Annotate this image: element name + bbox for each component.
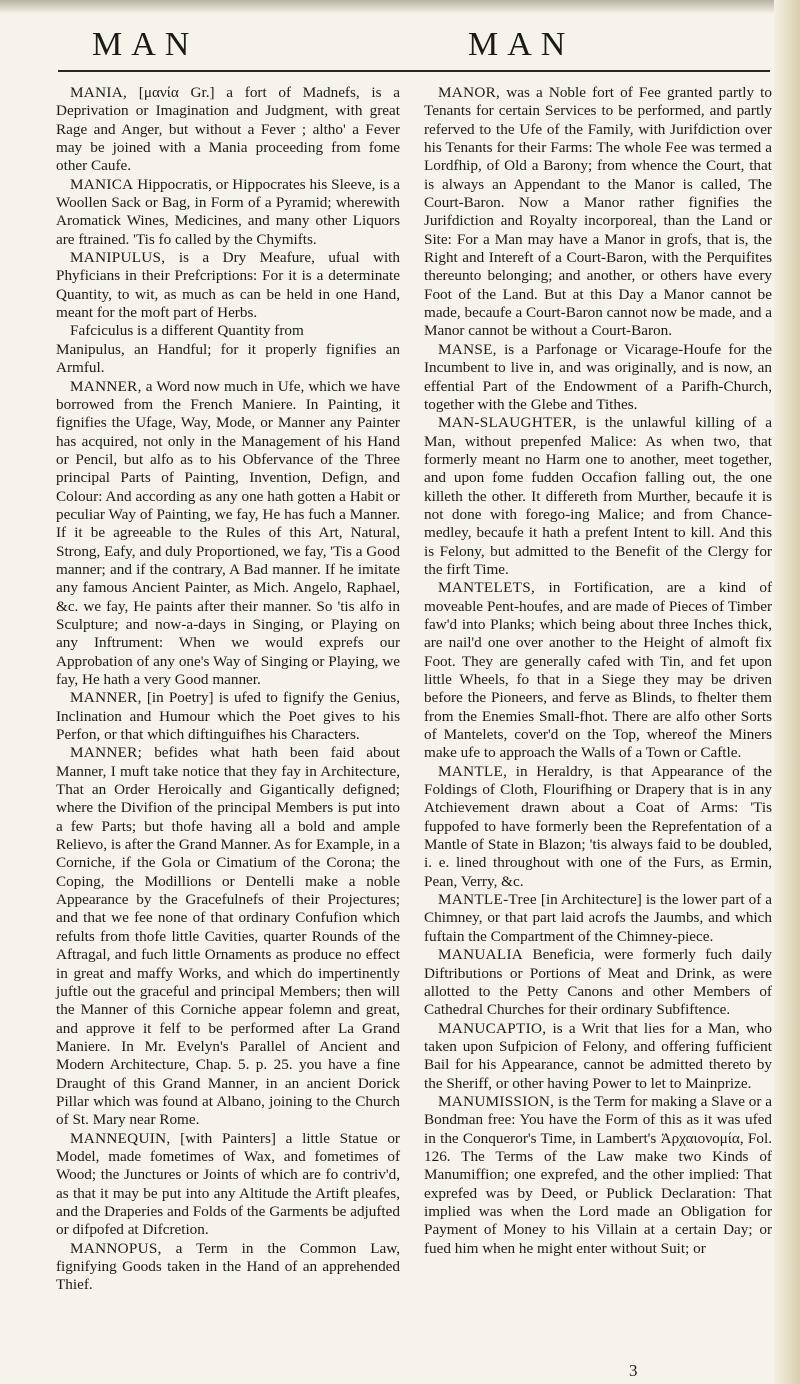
entry-text: in Fortification, are a kind of moveable Pent-houfes, and are made of Pieces of Timber faw'd into Planks; which being about three Inches thick, are nail'd one over another to the Height of almoft fix Foot. They are generally cafed with Tin, and fet upon little Wheels, fo that in a Siege they may be driven before the Pioneers, and ferve as Blinds, to fhelter them from the Enemies Small-fhot. There are alfo other Sorts of Mantelets, cover'd on the Top, whereof the Miners make ufe to approach the Walls of a Town or Caftle. [424,579,772,762]
signature-mark: 3 [629,1361,638,1380]
entry-text: [with Painters] a little Statue or Model, made fometimes of Wax, and fometimes of Wood; the Junctures or Joints of which are fo contriv'd, as that it may be put into any Altitude the Artift pleafes, and the Draperies and Folds of the Garments be adjufted or difpofed at Difcretion. [56,1129,400,1239]
entry-text: Fafciculus is a different Quantity from [70,322,304,340]
running-head-left: MAN [92,26,199,63]
entry-manse [424,341,772,414]
entry-head: MANIA, [70,84,128,101]
entry-text: Beneficia, were formerly fuch daily Diftributions or Portions of Meat and Drink, as were allotted to the Petty Canons and other Members of Cathedral Churches for their ordinary Subfiftence. [424,946,772,1019]
entry-mania [56,84,400,176]
page-top-shadow [0,0,800,14]
entry-head: MAN-SLAUGHTER, [438,414,577,432]
entry-head: MANNER; [70,744,143,762]
entry-head: MANTLE, [438,762,508,780]
page-edge-shadow [774,0,800,1384]
entry-mantle-tree [424,891,772,946]
entry-text: a Word now much in Ufe, which we have borrowed from the French Maniere. In Painting, it fignifies the Ufage, Way, Mode, or Manner any Painter has acquired, not only in the Management of his Hand or Pencil, but alfo as to his Obfervance of the Three principal Parts of Painting, Invention, Defign, and Colour: And according as any one hath gotten a Habit or peculiar Way of Painting, we fay, He has fuch a Manner. If it be agreeable to the Rules of this Art, Natural, Strong, Eafy, and duly Proportioned, we fay, 'Tis a Good manner; and if the contrary, A Bad manner. If he imitate any famous Ancient Painter, as Mich. Angelo, Raphael, &c. we fay, He paints after their manner. So 'tis alfo in Sculpture; and now-a-days in Singing, or Playing on any Inftrument: When we would exprefs our Approbation of any one's Way of Singing or Playing, we fay, He hath a very Good manner. [56,377,400,688]
entry-mantle [424,763,772,891]
entry-head: MANUALIA [438,946,524,964]
entry-text: was a Noble fort of Fee granted partly to Tenants for certain Services to be performed, and partly referved to the Ufe of the Family, with Jurifdiction over his Tenants for their Farms: The whole Fee was termed a Lordfhip, of Old a Barony; from whence the Court, that is always an Appendant to the Manor is called, The Court-Baron. Now a Manor rather fignifies the Jurifdiction and Royalty incorporeal, than the Land or Site: For a Man may have a Manor in grofs, that is, the Right and Intereft of a Court-Baron, with the Perquifites thereunto belonging; and another, or others have every Foot of the Land. But at this Day a Manor cannot be made, becaufe a Court-Baron cannot now be made, and a Manor cannot be without a Court-Baron. [424,84,772,340]
entry-fasciculus-cont [56,341,400,378]
entry-man-slaughter [424,414,772,579]
entry-manipulus [56,249,400,322]
entry-text: is a Parfonage or Vicarage-Houfe for the Incumbent to live in, and was originally, and is now, an effential Part of the Endowment of a Parifh-Church, together with the Glebe and Tithes. [424,340,772,413]
entry-text: [in Poetry] is ufed to fignify the Genius, Inclination and Humour which the Poet gives to his Perfon, or that which diftinguifhes his Characters. [56,689,400,744]
entry-manner-painting [56,378,400,690]
entry-manica [56,176,400,249]
entry-manor [424,84,772,341]
entry-text: Hippocratis, or Hippocrates his Sleeve, is a Woollen Sack or Bag, in Form of a Pyramid; wherewith Aromatick Wines, Medicines, and many other Liquors are ftrained. 'Tis fo called by the Chymifts. [56,175,400,248]
entry-text: in Heraldry, is that Appearance of the Foldings of Cloth, Flourifhing or Drapery that is in any Atchievement drawn about a Coat of Arms: 'Tis fuppofed to have formerly been the Reprefentation of a Mantle of State in Blazon; 'tis always faid to be doubled, i. e. lined throughout with one of the Furs, as Ermin, Pean, Verry, &c. [424,762,772,890]
entry-head: MANNER, [70,377,142,395]
entry-manner-architecture [56,744,400,1129]
entry-head: MANTELETS, [438,579,536,597]
entry-mannequin [56,1130,400,1240]
entry-text: is a Writ that lies for a Man, who taken upon Sufpicion of Felony, and offering fufficient Bail for his Appearance, cannot be admitted thereto by the Sheriff, or other having Power to let to Mainprize. [424,1019,772,1092]
entry-head: MANNOPUS, [70,1239,162,1257]
entry-text: Manipulus, an Handful; for it properly fignifies an Armful. [56,340,400,377]
entry-mannopus [56,1240,400,1295]
entry-text: is a Dry Meafure, ufual with Phyficians in their Prefcriptions: For it is a determinate Quantity, to wit, as much as can be held in one Hand, meant for the moft part of Herbs. [56,249,400,322]
entry-head: MANUMISSION, [438,1092,555,1110]
right-column [424,84,772,1258]
entry-head: MANOR, [438,84,501,101]
entry-fasciculus [56,322,400,340]
entry-text: is the unlawful killing of a Man, without prepenfed Malice: As when two, that formerly meant no Harm one to another, meet together, and upon fome fudden Occafion falling out, the one killeth the other. It differeth from Murther, becaufe it is not done with forego-ing Malice; and from Chance-medley, becaufe it hath a prefent Intent to kill. And this is Felony, but admitted to the Benefit of the Clergy for the firft Time. [424,414,772,578]
entry-text: [μανία Gr.] a fort of Madnefs, is a Deprivation or Imagination and Judgment, with great Rage and Anger, but without a Fever ; altho' a Fever may be joined with a Mania proceeding from fome other Caufe. [56,84,400,175]
entry-head: MANIPULUS, [70,249,166,267]
entry-head: MANSE, [438,340,497,358]
entry-head: MANTLE-Tree [438,891,537,909]
entry-text: a Term in the Common Law, fignifying Goods taken in the Hand of an apprehended Thief. [56,1239,400,1294]
entry-text: [in Architecture] is the lower part of a Chimney, or that part laid acrofs the Jaumbs, and which fuftain the Compartment of the Chimney-piece. [424,891,772,945]
entry-manumission [424,1093,772,1258]
header-rule [58,70,770,72]
entry-head: MANNER, [70,689,142,707]
running-head-right: MAN [468,26,575,63]
entry-text: is the Term for making a Slave or a Bondman free: You have the Form of this as it was ufed in the Conqueror's Time, in Lambert's Ἀρχαιονομία, Fol. 126. The Terms of the Law make two Kinds of Manumiffion; one exprefed, and the other implied: That exprefed was by Deed, or Publick Declaration: That implied was when the Lord made an Obligation for Payment of Money to his Villain at a certain Day; or fued him when he might enter without Suit; [424,1092,772,1257]
entry-text: befides what hath been faid about Manner, I muft take notice that they fay in Architecture, That an Order Heroically and Gigantically defigned; where the Divifion of the principal Members is put into a few Parts; but thofe having all a bold and ample Relievo, is after the Grand Manner. As for Example, in a Corniche, if the Gola or Cimatium of the Corona; the Coping, the Modillions or Dentelli make a noble Appearance by the Gracefulnefs of their Projectures; and that we fee none of that ordinary Confufion which refults from thofe little Cavities, quarter Rounds of the Aftragal, and fuch little Ornaments as produce no effect in great and maffy Works, and which do impertinently juftle out the graceful and principal Members; then will the Manner of this Corniche appear folemn and great, and approve it felf to be performed after La Grand Maniere. In Mr. Evelyn's Parallel of Ancient and Modern Architecture, Chap. 5. p. 25. you have a fine Draught of this Grand Manner, in an ancient Dorick Pillar which was found at Albano, joining to the Church of St. Mary near Rome. [56,744,400,1129]
entry-manner-poetry [56,689,400,744]
entry-head: MANNEQUIN, [70,1129,171,1147]
entry-head: MANICA [70,175,134,193]
entry-mantelets [424,579,772,762]
left-column [56,84,400,1295]
entry-head: MANUCAPTIO, [438,1019,547,1037]
entry-manualia [424,946,772,1019]
catchword: or [693,1239,706,1257]
entry-manucaptio [424,1020,772,1093]
